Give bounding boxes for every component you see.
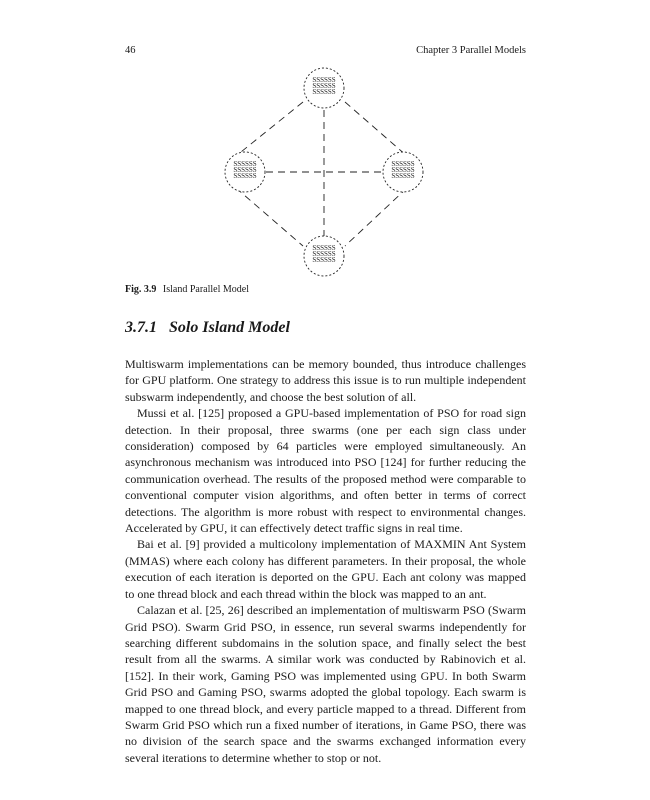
paragraph: Calazan et al. [25, 26] described an implementation of multiswarm PSO (Swarm Grid PSO). Swarm Grid PSO, in essence, run several swarms independently for searching different subdomains in the solution space, and finally select the best result from all the swarms. A similar work was conducted by Rabinovich et al. [152]. In their work, Gaming PSO was implemented using GPU. In both Swarm Grid PSO and Gaming PSO, swarms adopted the global topology. Each swarm is mapped to one thread block, and every particle mapped to a thread. Different from Swarm Grid PSO which run a fixed number of iterations, in Game PSO, there was no division of the search space and the swarms exchanged information every several iterations to determine whether to stop or not. (125, 603, 526, 765)
edge-top-left (236, 102, 303, 156)
island-top-swarm-glyph: SSSSSS (312, 82, 336, 90)
island-right-swarm-glyph: SSSSSS (391, 160, 415, 168)
running-head (125, 45, 526, 61)
island-right-swarm-glyph: SSSSSS (391, 172, 415, 180)
island-bottom-swarm-glyph: SSSSSS (312, 250, 336, 258)
page-number: 46 (125, 45, 136, 56)
edge-left-bottom (236, 188, 303, 246)
island-model-figure (125, 66, 526, 278)
paragraph: Mussi et al. [125] proposed a GPU-based implementation of PSO for road sign detection. In their proposal, three swarms (one per each sign class under consideration) composed by 64 particles were employed simultaneously. An asynchronous mechanism was introduced into PSO [124] for further reducing the communication overhead. The results of the proposed method were comparable to conventional computer vision algorithms, and often better in terms of correct detections. The algorithm is more robust with respect to environmental changes. Accelerated by GPU, it can effectively detect traffic signs in real time. (125, 406, 526, 536)
island-right-swarm-glyph: SSSSSS (391, 166, 415, 174)
island-bottom-swarm-glyph: SSSSSS (312, 244, 336, 252)
chapter-title: Chapter 3 Parallel Models (416, 45, 526, 56)
figure-caption-text: Island Parallel Model (162, 284, 249, 295)
body-text (125, 356, 526, 766)
section-heading (125, 319, 290, 337)
figure-label: Fig. 3.9 (125, 284, 157, 295)
island-bottom-swarm-glyph: SSSSSS (312, 256, 336, 264)
island-left-swarm-glyph: SSSSSS (233, 172, 257, 180)
island-left-swarm-glyph: SSSSSS (233, 166, 257, 174)
paragraph: Bai et al. [9] provided a multicolony implementation of MAXMIN Ant System (MMAS) where each colony has different parameters. In their proposal, the whole execution of each iteration is deported on the GPU. Each ant colony was mapped to one thread block and each thread within the block was mapped to an ant. (125, 537, 526, 601)
island-left-swarm-glyph: SSSSSS (233, 160, 257, 168)
edge-right-bottom (345, 188, 407, 246)
figure-caption (125, 284, 249, 295)
paragraph: Multiswarm implementations can be memory bounded, thus introduce challenges for GPU platform. One strategy to address this issue is to run multiple independent subswarm independently, and choose the best solution of all. (125, 357, 526, 404)
island-top-swarm-glyph: SSSSSS (312, 88, 336, 96)
section-number: 3.7.1 (125, 319, 157, 336)
island-diagram (125, 66, 526, 278)
island-top-swarm-glyph: SSSSSS (312, 76, 336, 84)
edge-top-right (345, 102, 407, 156)
section-title: Solo Island Model (169, 319, 290, 336)
